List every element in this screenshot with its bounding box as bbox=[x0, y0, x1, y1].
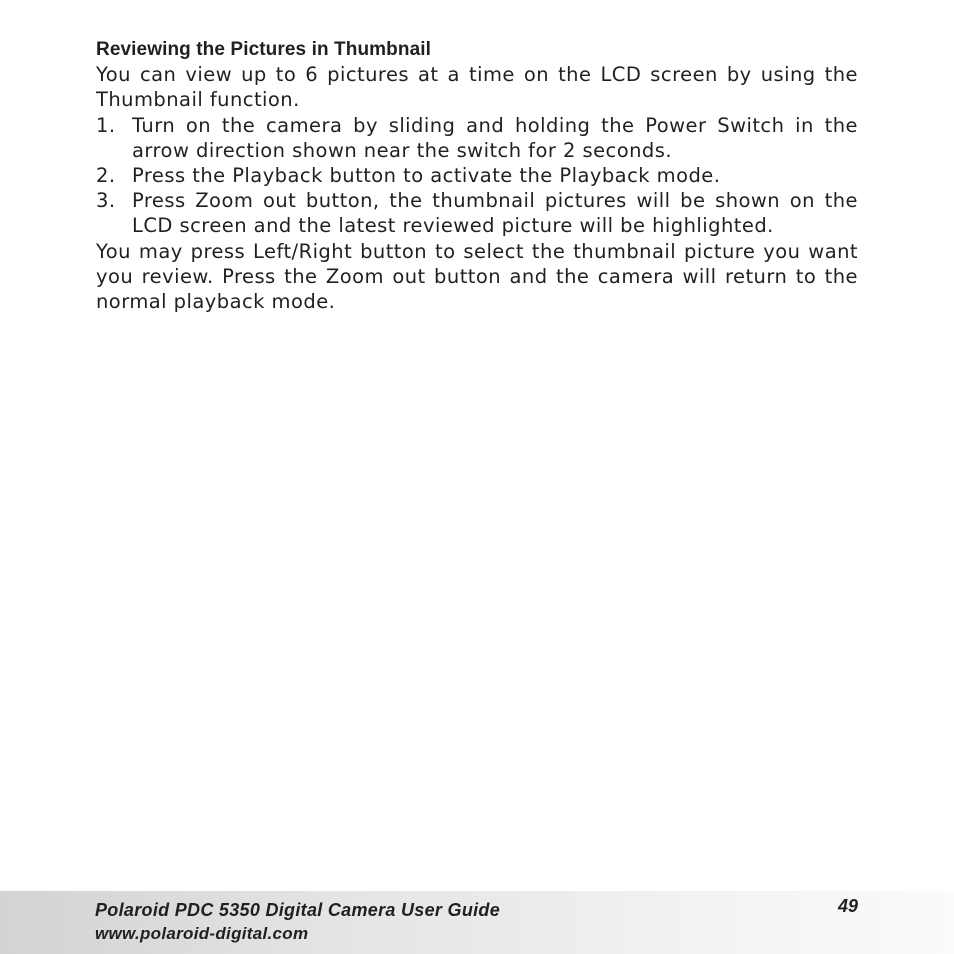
list-item bbox=[96, 113, 858, 163]
step-number: 1. bbox=[96, 113, 116, 137]
step-number: 3. bbox=[96, 189, 116, 213]
step-number: 2. bbox=[96, 164, 116, 188]
page-content bbox=[96, 37, 858, 314]
page-footer bbox=[0, 891, 954, 954]
intro-paragraph: You can view up to 6 pictures at a time on the LCD screen by using the Thumbnail function. bbox=[96, 63, 858, 112]
list-item bbox=[96, 188, 858, 238]
page-number: 49 bbox=[837, 896, 858, 916]
step-text: Turn on the camera by sliding and holding the Power Switch in the arrow direction shown near the switch for 2 seconds. bbox=[132, 113, 858, 162]
list-item bbox=[96, 163, 858, 188]
footer-title: Polaroid PDC 5350 Digital Camera User Guide bbox=[95, 900, 501, 920]
section-heading: Reviewing the Pictures in Thumbnail bbox=[96, 39, 431, 60]
footer-url: www.polaroid-digital.com bbox=[95, 924, 309, 943]
step-text: Press the Playback button to activate the Playback mode. bbox=[132, 164, 721, 188]
steps-list bbox=[96, 113, 858, 239]
closing-paragraph: You may press Left/Right button to select the thumbnail picture you want you review. Press the Zoom out button and the camera will return to the normal playback mode. bbox=[96, 239, 858, 314]
step-text: Press Zoom out button, the thumbnail pictures will be shown on the LCD screen and the latest reviewed picture will be highlighted. bbox=[132, 189, 858, 238]
